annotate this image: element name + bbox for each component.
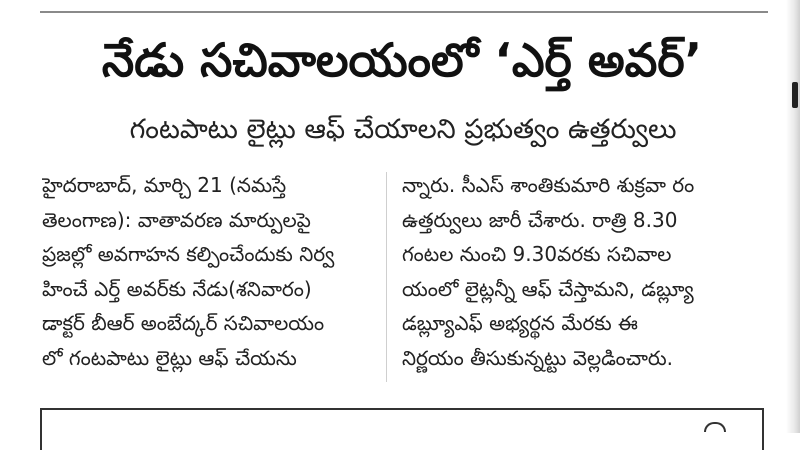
top-rule — [40, 11, 768, 13]
subheadline: గంటపాటు లైట్లు ఆఫ్ చేయాలని ప్రభుత్వం ఉత్తర్వులు — [129, 114, 677, 145]
body-line: డబ్ల్యూఎఫ్ అభ్యర్థన మేరకు ఈ — [402, 311, 638, 335]
page-edge-mark — [792, 82, 798, 108]
body-line: లో గంటపాటు లైట్లు ఆఫ్ చేయను — [42, 345, 297, 370]
body-line: ప్రజల్లో అవగాహన కల్పించేందుకు నిర్వ — [42, 242, 335, 266]
body-line: గంటల నుంచి 9.30వరకు సచివాల — [402, 242, 672, 266]
body-line: హైదరాబాద్, మార్చి 21 (నమస్తే — [42, 173, 287, 197]
headline: నేడు సచివాలయంలో ‘ఎర్త్ అవర్’ — [101, 33, 703, 87]
body-line: డాక్టర్ బీఆర్ అంబేద్కర్ సచివాలయం — [42, 311, 325, 335]
body-line: యంలో లైట్లన్నీ ఆఫ్ చేస్తామని, డబ్ల్యూ — [402, 276, 694, 301]
column-divider — [386, 172, 387, 382]
body-line: న్నారు. సీఎస్ శాంతికుమారి శుక్రవా రం — [402, 173, 695, 197]
right-column — [402, 168, 742, 375]
body-line: హించే ఎర్త్ అవర్‌కు నేడు(శనివారం) — [42, 276, 312, 301]
page-edge-shadow — [786, 0, 800, 433]
next-article-box — [40, 408, 764, 450]
body-line: ఉత్తర్వులు జారీ చేశారు. రాత్రి 8.30 — [402, 207, 678, 232]
body-line: తెలంగాణ): వాతావరణ మార్పులపై — [42, 207, 311, 232]
body-line: నిర్ణయం తీసుకున్నట్టు వెల్లడించారు. — [402, 345, 674, 370]
left-column — [42, 168, 382, 375]
